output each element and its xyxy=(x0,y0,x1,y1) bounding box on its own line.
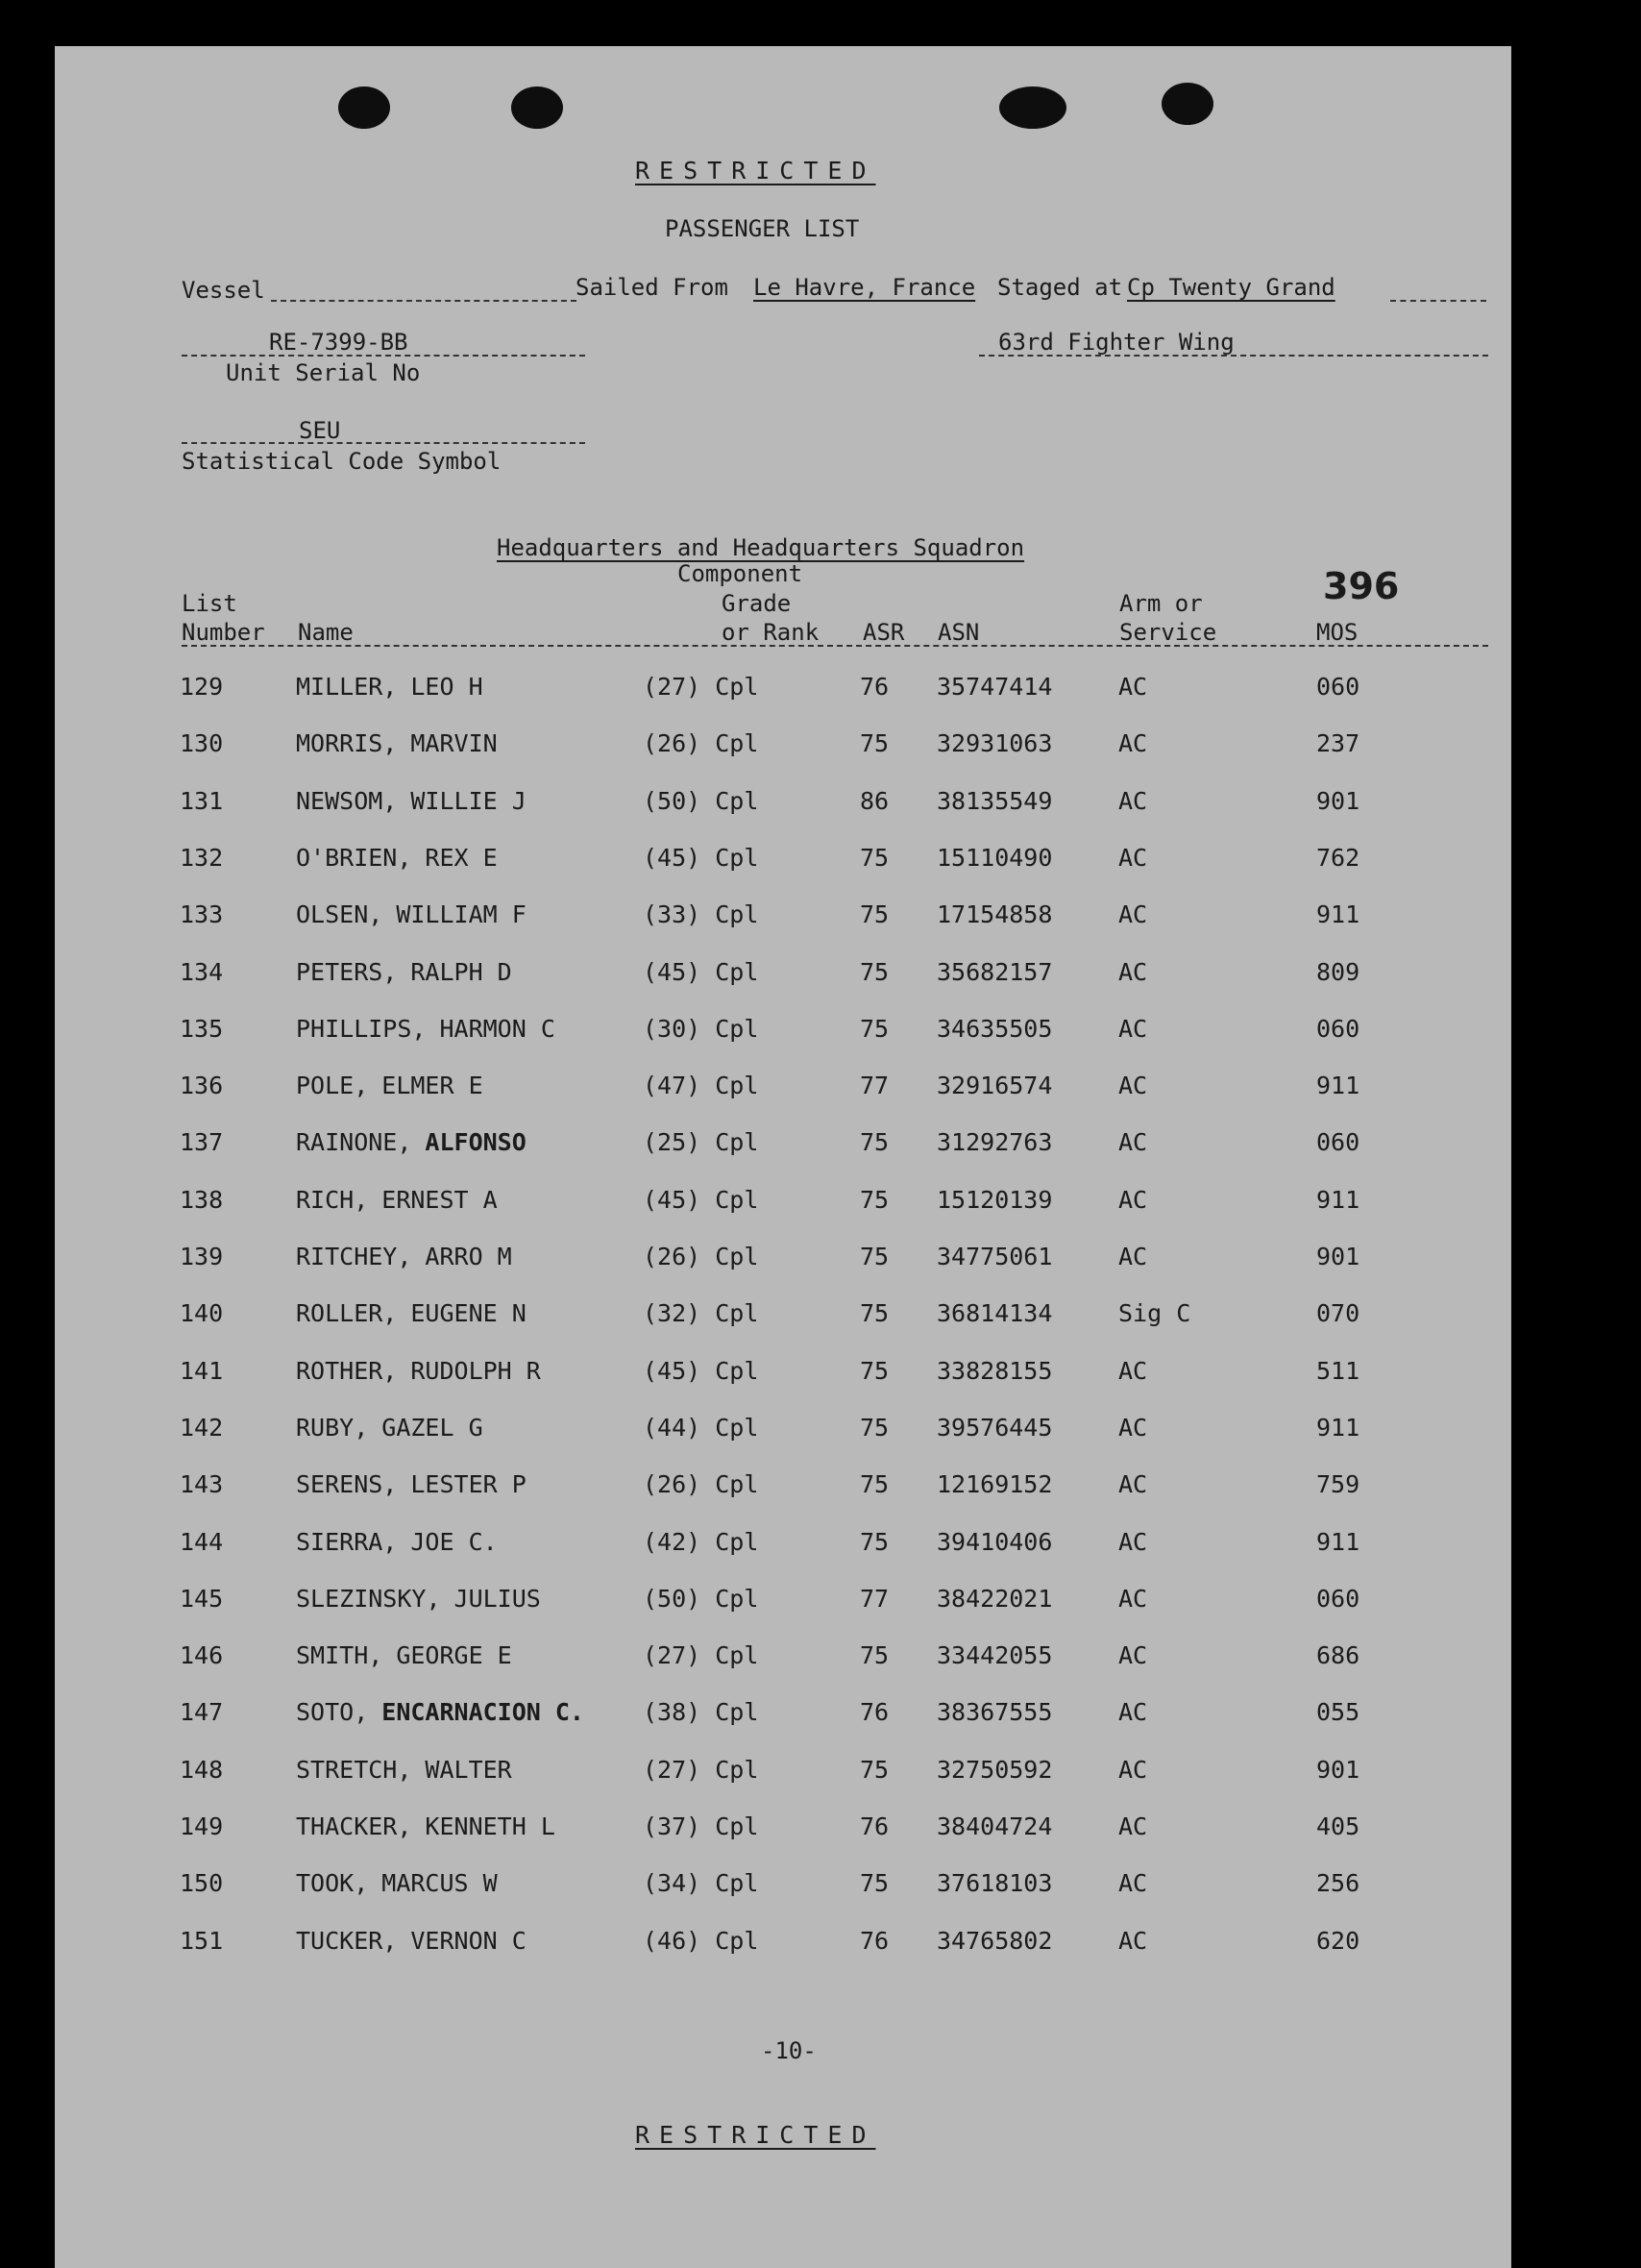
arm-or-service: AC xyxy=(1118,1072,1148,1099)
army-serial-number: 35747414 xyxy=(937,673,1053,701)
staged-at-value: Cp Twenty Grand xyxy=(1127,274,1335,301)
asr-score: 75 xyxy=(860,729,890,757)
last-name: MORRIS, xyxy=(296,729,398,757)
arm-or-service: AC xyxy=(1118,1357,1148,1385)
army-serial-number: 31292763 xyxy=(937,1128,1053,1156)
component-grade: (50) Cpl xyxy=(643,1585,759,1613)
asr-score: 75 xyxy=(860,1470,890,1498)
asr-score: 75 xyxy=(860,1756,890,1784)
col-header-or-rank: or Rank xyxy=(722,619,820,646)
list-number: 139 xyxy=(180,1243,224,1270)
last-name: SIERRA, xyxy=(296,1528,398,1556)
arm-or-service: AC xyxy=(1118,1414,1148,1442)
first-name: ALFONSO xyxy=(425,1128,527,1156)
component-grade: (45) Cpl xyxy=(643,1186,759,1214)
last-name: POLE, xyxy=(296,1072,369,1099)
table-row xyxy=(55,1927,1511,1965)
asr-score: 75 xyxy=(860,1128,890,1156)
component-grade: (30) Cpl xyxy=(643,1015,759,1043)
component-grade: (32) Cpl xyxy=(643,1299,759,1327)
staged-at-blank-line xyxy=(1390,300,1486,302)
asr-score: 75 xyxy=(860,1641,890,1669)
passenger-name xyxy=(296,1927,527,1955)
col-header-number: Number xyxy=(182,619,265,646)
first-name: MARVIN xyxy=(410,729,498,757)
component-grade: (27) Cpl xyxy=(643,1756,759,1784)
asr-score: 75 xyxy=(860,1414,890,1442)
list-number: 143 xyxy=(180,1470,224,1498)
component-grade: (50) Cpl xyxy=(643,787,759,815)
asr-score: 75 xyxy=(860,1186,890,1214)
last-name: O'BRIEN, xyxy=(296,844,412,872)
arm-or-service: AC xyxy=(1118,673,1148,701)
punch-hole xyxy=(999,86,1066,129)
asr-score: 75 xyxy=(860,900,890,928)
arm-or-service: AC xyxy=(1118,1927,1148,1955)
passenger-name xyxy=(296,1299,527,1327)
list-number: 145 xyxy=(180,1585,224,1613)
last-name: SMITH, xyxy=(296,1641,383,1669)
asr-score: 86 xyxy=(860,787,890,815)
passenger-name xyxy=(296,1869,498,1897)
first-name: ARRO M xyxy=(425,1243,512,1270)
arm-or-service: AC xyxy=(1118,1470,1148,1498)
arm-or-service: AC xyxy=(1118,1128,1148,1156)
mos-code: 511 xyxy=(1316,1357,1360,1385)
list-number: 131 xyxy=(180,787,224,815)
arm-or-service: AC xyxy=(1118,1186,1148,1214)
passenger-name xyxy=(296,1072,483,1099)
component-grade: (26) Cpl xyxy=(643,729,759,757)
army-serial-number: 35682157 xyxy=(937,958,1053,986)
army-serial-number: 15110490 xyxy=(937,844,1053,872)
last-name: PETERS, xyxy=(296,958,398,986)
table-row xyxy=(55,1072,1511,1110)
mos-code: 901 xyxy=(1316,787,1360,815)
table-row xyxy=(55,1869,1511,1908)
first-name: GAZEL G xyxy=(381,1414,483,1442)
component-grade: (26) Cpl xyxy=(643,1470,759,1498)
passenger-name xyxy=(296,729,498,757)
component-grade: (45) Cpl xyxy=(643,844,759,872)
army-serial-number: 38422021 xyxy=(937,1585,1053,1613)
last-name: SERENS, xyxy=(296,1470,398,1498)
list-number: 135 xyxy=(180,1015,224,1043)
arm-or-service: AC xyxy=(1118,1585,1148,1613)
passenger-name xyxy=(296,1698,584,1726)
army-serial-number: 38135549 xyxy=(937,787,1053,815)
last-name: ROTHER, xyxy=(296,1357,398,1385)
component-grade: (33) Cpl xyxy=(643,900,759,928)
last-name: TOOK, xyxy=(296,1869,369,1897)
first-name: KENNETH L xyxy=(425,1812,555,1840)
punch-hole xyxy=(511,86,563,129)
squadron-heading: Headquarters and Headquarters Squadron xyxy=(497,534,1025,561)
last-name: RITCHEY, xyxy=(296,1243,412,1270)
col-header-mos: MOS xyxy=(1316,619,1359,646)
component-grade: (27) Cpl xyxy=(643,673,759,701)
asr-score: 76 xyxy=(860,1927,890,1955)
mos-code: 686 xyxy=(1316,1641,1360,1669)
asr-score: 76 xyxy=(860,1698,890,1726)
asr-score: 76 xyxy=(860,1812,890,1840)
first-name: VERNON C xyxy=(410,1927,527,1955)
passenger-name xyxy=(296,958,512,986)
component-grade: (37) Cpl xyxy=(643,1812,759,1840)
army-serial-number: 15120139 xyxy=(937,1186,1053,1214)
passenger-name xyxy=(296,1186,498,1214)
col-header-list: List xyxy=(182,590,237,617)
list-number: 149 xyxy=(180,1812,224,1840)
asr-score: 75 xyxy=(860,844,890,872)
army-serial-number: 32931063 xyxy=(937,729,1053,757)
passenger-name xyxy=(296,844,498,872)
first-name: RALPH D xyxy=(410,958,512,986)
passenger-name xyxy=(296,1641,512,1669)
first-name: ENCARNACION C. xyxy=(381,1698,584,1726)
passenger-name xyxy=(296,900,527,928)
stat-code-line xyxy=(182,442,585,444)
component-grade: (25) Cpl xyxy=(643,1128,759,1156)
list-number: 140 xyxy=(180,1299,224,1327)
army-serial-number: 38404724 xyxy=(937,1812,1053,1840)
army-serial-number: 12169152 xyxy=(937,1470,1053,1498)
vessel-blank-line xyxy=(271,300,576,302)
col-header-grade: Grade xyxy=(722,590,792,617)
col-header-asr: ASR xyxy=(863,619,905,646)
list-number: 129 xyxy=(180,673,224,701)
last-name: RICH, xyxy=(296,1186,369,1214)
passenger-name xyxy=(296,1470,527,1498)
passenger-name xyxy=(296,1243,512,1270)
army-serial-number: 34775061 xyxy=(937,1243,1053,1270)
table-row xyxy=(55,1585,1511,1623)
component-grade: (34) Cpl xyxy=(643,1869,759,1897)
component-grade: (38) Cpl xyxy=(643,1698,759,1726)
arm-or-service: AC xyxy=(1118,787,1148,815)
list-number: 130 xyxy=(180,729,224,757)
arm-or-service: AC xyxy=(1118,958,1148,986)
table-row xyxy=(55,787,1511,826)
passenger-name xyxy=(296,1585,541,1613)
component-grade: (42) Cpl xyxy=(643,1528,759,1556)
arm-or-service: AC xyxy=(1118,844,1148,872)
first-name: RUDOLPH R xyxy=(410,1357,541,1385)
arm-or-service: AC xyxy=(1118,1869,1148,1897)
punch-hole xyxy=(1162,83,1213,125)
table-row xyxy=(55,958,1511,997)
component-grade: (45) Cpl xyxy=(643,1357,759,1385)
table-row xyxy=(55,1812,1511,1851)
last-name: RUBY, xyxy=(296,1414,369,1442)
col-header-asn: ASN xyxy=(938,619,980,646)
list-number: 151 xyxy=(180,1927,224,1955)
asr-score: 75 xyxy=(860,1869,890,1897)
passenger-name xyxy=(296,1357,541,1385)
mos-code: 911 xyxy=(1316,1414,1360,1442)
passenger-name xyxy=(296,787,527,815)
page-stamp-number: 396 xyxy=(1323,565,1400,607)
table-row xyxy=(55,844,1511,882)
table-row xyxy=(55,1243,1511,1281)
unit-name: 63rd Fighter Wing xyxy=(998,329,1235,356)
army-serial-number: 32916574 xyxy=(937,1072,1053,1099)
army-serial-number: 33442055 xyxy=(937,1641,1053,1669)
list-number: 137 xyxy=(180,1128,224,1156)
first-name: ERNEST A xyxy=(381,1186,498,1214)
restricted-header: RESTRICTED xyxy=(635,157,876,185)
mos-code: 911 xyxy=(1316,900,1360,928)
army-serial-number: 32750592 xyxy=(937,1756,1053,1784)
passenger-name xyxy=(296,673,483,701)
mos-code: 237 xyxy=(1316,729,1360,757)
passenger-name xyxy=(296,1128,527,1156)
component-grade: (44) Cpl xyxy=(643,1414,759,1442)
last-name: SLEZINSKY, xyxy=(296,1585,441,1613)
mos-code: 405 xyxy=(1316,1812,1360,1840)
mos-code: 759 xyxy=(1316,1470,1360,1498)
asr-score: 75 xyxy=(860,1299,890,1327)
page-number: -10- xyxy=(761,2037,817,2064)
table-row xyxy=(55,1528,1511,1566)
list-number: 150 xyxy=(180,1869,224,1897)
arm-or-service: AC xyxy=(1118,1698,1148,1726)
arm-or-service: AC xyxy=(1118,1528,1148,1556)
restricted-footer: RESTRICTED xyxy=(635,2121,876,2149)
army-serial-number: 36814134 xyxy=(937,1299,1053,1327)
col-header-component: Component xyxy=(677,560,803,587)
mos-code: 060 xyxy=(1316,673,1360,701)
asr-score: 75 xyxy=(860,958,890,986)
list-number: 147 xyxy=(180,1698,224,1726)
table-row xyxy=(55,1299,1511,1338)
list-number: 133 xyxy=(180,900,224,928)
mos-code: 060 xyxy=(1316,1128,1360,1156)
stat-code-value: SEU xyxy=(299,417,341,444)
mos-code: 809 xyxy=(1316,958,1360,986)
list-number: 141 xyxy=(180,1357,224,1385)
arm-or-service: AC xyxy=(1118,1015,1148,1043)
mos-code: 911 xyxy=(1316,1186,1360,1214)
table-row xyxy=(55,1128,1511,1167)
table-row xyxy=(55,1698,1511,1737)
table-row xyxy=(55,729,1511,768)
asr-score: 77 xyxy=(860,1072,890,1099)
arm-or-service: Sig C xyxy=(1118,1299,1191,1327)
list-number: 146 xyxy=(180,1641,224,1669)
arm-or-service: AC xyxy=(1118,1756,1148,1784)
sailed-from-label: Sailed From xyxy=(576,274,728,301)
first-name: WILLIE J xyxy=(410,787,527,815)
punch-hole xyxy=(338,86,390,129)
last-name: THACKER, xyxy=(296,1812,412,1840)
unit-serial-label: Unit Serial No xyxy=(226,359,421,386)
first-name: WILLIAM F xyxy=(396,900,527,928)
passenger-name xyxy=(296,1756,512,1784)
last-name: STRETCH, xyxy=(296,1756,412,1784)
first-name: WALTER xyxy=(425,1756,512,1784)
table-row xyxy=(55,673,1511,711)
asr-score: 75 xyxy=(860,1015,890,1043)
header-rule xyxy=(182,645,1488,647)
army-serial-number: 34765802 xyxy=(937,1927,1053,1955)
first-name: GEORGE E xyxy=(396,1641,512,1669)
stat-code-label: Statistical Code Symbol xyxy=(182,448,502,475)
last-name: ROLLER, xyxy=(296,1299,398,1327)
asr-score: 75 xyxy=(860,1357,890,1385)
passenger-name xyxy=(296,1528,498,1556)
passenger-name xyxy=(296,1812,555,1840)
component-grade: (27) Cpl xyxy=(643,1641,759,1669)
first-name: REX E xyxy=(425,844,498,872)
army-serial-number: 39576445 xyxy=(937,1414,1053,1442)
mos-code: 911 xyxy=(1316,1528,1360,1556)
arm-or-service: AC xyxy=(1118,1243,1148,1270)
mos-code: 256 xyxy=(1316,1869,1360,1897)
staged-at-label: Staged at xyxy=(997,274,1123,301)
last-name: SOTO, xyxy=(296,1698,369,1726)
list-number: 148 xyxy=(180,1756,224,1784)
arm-or-service: AC xyxy=(1118,729,1148,757)
table-row xyxy=(55,1641,1511,1680)
col-header-arm-or: Arm or xyxy=(1119,590,1203,617)
army-serial-number: 38367555 xyxy=(937,1698,1053,1726)
component-grade: (46) Cpl xyxy=(643,1927,759,1955)
first-name: JOE C. xyxy=(410,1528,498,1556)
mos-code: 620 xyxy=(1316,1927,1360,1955)
first-name: LESTER P xyxy=(410,1470,527,1498)
list-number: 142 xyxy=(180,1414,224,1442)
army-serial-number: 39410406 xyxy=(937,1528,1053,1556)
document-page xyxy=(55,46,1511,2268)
army-serial-number: 17154858 xyxy=(937,900,1053,928)
asr-score: 75 xyxy=(860,1528,890,1556)
last-name: RAINONE, xyxy=(296,1128,412,1156)
arm-or-service: AC xyxy=(1118,1812,1148,1840)
list-number: 136 xyxy=(180,1072,224,1099)
mos-code: 762 xyxy=(1316,844,1360,872)
list-number: 138 xyxy=(180,1186,224,1214)
document-title: PASSENGER LIST xyxy=(665,215,860,242)
first-name: LEO H xyxy=(410,673,483,701)
first-name: MARCUS W xyxy=(381,1869,498,1897)
col-header-service: Service xyxy=(1119,619,1217,646)
list-number: 132 xyxy=(180,844,224,872)
mos-code: 070 xyxy=(1316,1299,1360,1327)
mos-code: 911 xyxy=(1316,1072,1360,1099)
list-number: 134 xyxy=(180,958,224,986)
component-grade: (47) Cpl xyxy=(643,1072,759,1099)
sailed-from-value: Le Havre, France xyxy=(753,274,976,301)
army-serial-number: 37618103 xyxy=(937,1869,1053,1897)
first-name: ELMER E xyxy=(381,1072,483,1099)
first-name: HARMON C xyxy=(439,1015,555,1043)
vessel-label: Vessel xyxy=(182,277,265,304)
last-name: OLSEN, xyxy=(296,900,383,928)
last-name: TUCKER, xyxy=(296,1927,398,1955)
mos-code: 901 xyxy=(1316,1243,1360,1270)
last-name: MILLER, xyxy=(296,673,398,701)
first-name: JULIUS xyxy=(453,1585,541,1613)
table-row xyxy=(55,1414,1511,1452)
unit-serial-value: RE-7399-BB xyxy=(269,329,408,356)
mos-code: 055 xyxy=(1316,1698,1360,1726)
asr-score: 75 xyxy=(860,1243,890,1270)
arm-or-service: AC xyxy=(1118,900,1148,928)
table-row xyxy=(55,1357,1511,1395)
passenger-name xyxy=(296,1015,555,1043)
mos-code: 060 xyxy=(1316,1015,1360,1043)
table-row xyxy=(55,1015,1511,1053)
mos-code: 060 xyxy=(1316,1585,1360,1613)
last-name: PHILLIPS, xyxy=(296,1015,427,1043)
table-row xyxy=(55,900,1511,939)
arm-or-service: AC xyxy=(1118,1641,1148,1669)
army-serial-number: 34635505 xyxy=(937,1015,1053,1043)
component-grade: (45) Cpl xyxy=(643,958,759,986)
table-row xyxy=(55,1756,1511,1794)
first-name: EUGENE N xyxy=(410,1299,527,1327)
list-number: 144 xyxy=(180,1528,224,1556)
army-serial-number: 33828155 xyxy=(937,1357,1053,1385)
passenger-name xyxy=(296,1414,483,1442)
asr-score: 76 xyxy=(860,673,890,701)
asr-score: 77 xyxy=(860,1585,890,1613)
table-row xyxy=(55,1186,1511,1224)
component-grade: (26) Cpl xyxy=(643,1243,759,1270)
mos-code: 901 xyxy=(1316,1756,1360,1784)
last-name: NEWSOM, xyxy=(296,787,398,815)
table-row xyxy=(55,1470,1511,1509)
col-header-name: Name xyxy=(298,619,354,646)
